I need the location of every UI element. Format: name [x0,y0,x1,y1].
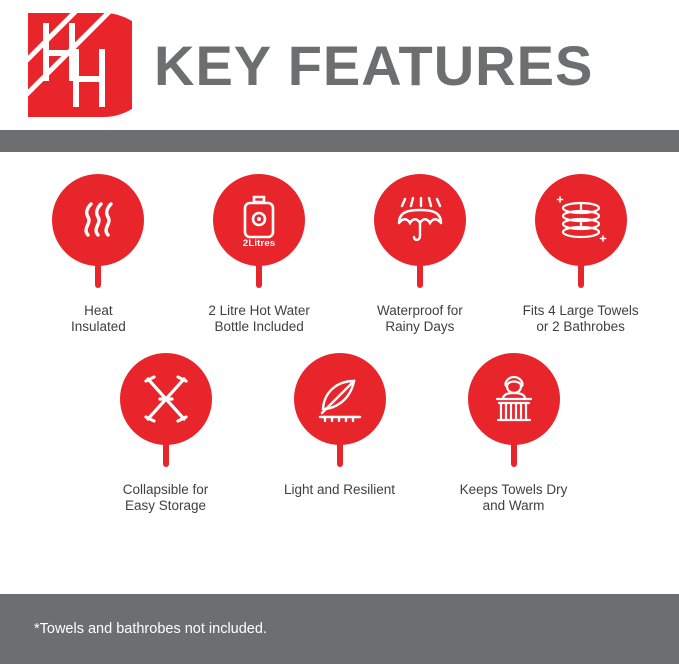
badge-circle [294,353,386,445]
feature-caption [377,303,463,335]
umbrella-rain-icon [393,195,447,245]
feature-caption [460,482,568,514]
feature-caption [208,303,310,335]
feature-keeps-dry-warm [427,353,601,514]
hh-monogram-logo-icon [14,9,132,121]
badge-circle [120,353,212,445]
caption-line: Light and Resilient [283,482,396,497]
page-title: KEY FEATURES [154,33,594,97]
caption-line: Bottle Included [214,319,304,334]
features-row-2 [18,353,661,514]
caption-line: Heat [84,303,113,318]
feature-heat-insulated [18,174,179,335]
stacked-towels-icon [553,195,609,245]
page-footer [0,594,679,664]
feather-icon [314,375,366,423]
feature-hot-water-bottle [179,174,340,335]
heat-waves-icon [75,197,121,243]
caption-line: or 2 Bathrobes [536,319,625,334]
person-towel-icon [489,373,539,425]
feature-caption [523,303,639,335]
footer-disclaimer: *Towels and bathrobes not included. [34,621,267,637]
caption-line: Fits 4 Large Towels [522,303,639,318]
caption-line: Insulated [70,319,126,334]
badge-circle [535,174,627,266]
feature-waterproof [340,174,501,335]
badge-circle [374,174,466,266]
features-section [0,152,679,594]
caption-line: Keeps Towels Dry [459,482,568,497]
caption-line: Waterproof for [376,303,463,318]
feature-caption [123,482,209,514]
badge-circle [468,353,560,445]
feature-light-resilient [253,353,427,514]
feature-collapsible [79,353,253,514]
badge-circle [213,174,305,266]
caption-line: and Warm [482,498,545,513]
features-row-1 [18,174,661,335]
caption-line: Easy Storage [124,498,207,513]
caption-line: Collapsible for [122,482,209,497]
collapsible-frame-icon [140,373,192,425]
page-header [0,0,679,130]
caption-line: 2 Litre Hot Water [208,303,310,318]
feature-caption [284,482,395,498]
caption-line: Rainy Days [385,319,455,334]
badge-litres-label: 2Litres [242,238,276,249]
badge-circle [52,174,144,266]
header-divider [0,130,679,152]
feature-capacity [500,174,661,335]
feature-caption [71,303,126,335]
